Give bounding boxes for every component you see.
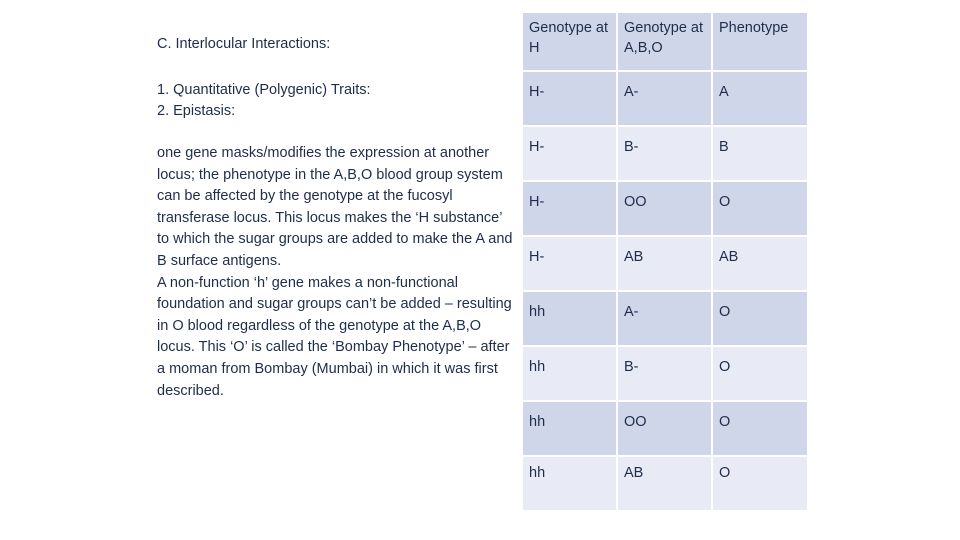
table-cell: A (713, 72, 807, 125)
table-cell: O (713, 347, 807, 400)
table-cell: H- (523, 72, 616, 125)
table-cell: O (713, 182, 807, 235)
table-cell: AB (713, 237, 807, 290)
table-row (523, 457, 807, 510)
table-row (523, 402, 807, 455)
table-cell: A- (618, 72, 711, 125)
table-cell: H- (523, 127, 616, 180)
header-cell: Genotype at H (523, 13, 616, 70)
table-cell: A- (618, 292, 711, 345)
table-cell: B- (618, 347, 711, 400)
table-row (523, 237, 807, 290)
table-row (523, 72, 807, 125)
table-row (523, 292, 807, 345)
description-paragraph: A non-function ‘h’ gene makes a non-functional foundation and sugar groups can’t be added – resulting in O blood regardless of the genotype at the A,B,O locus. This ‘O’ is called the ‘Bombay Phenotype’ – after a moman from Bombay (Mumbai) in which it was first described. (157, 274, 512, 399)
table-row (523, 182, 807, 235)
table-cell: O (713, 457, 807, 510)
table-cell: O (713, 292, 807, 345)
table-cell: hh (523, 292, 616, 345)
table-row (523, 127, 807, 180)
table-header-row (523, 13, 807, 70)
table-cell: H- (523, 237, 616, 290)
table-cell: OO (618, 402, 711, 455)
epistasis-description (157, 143, 517, 402)
table-cell: B- (618, 127, 711, 180)
header-cell: Genotype at A,B,O (618, 13, 711, 70)
table-cell: OO (618, 182, 711, 235)
table-row (523, 347, 807, 400)
section-heading: C. Interlocular Interactions: (157, 36, 331, 52)
trait-item-quantitative: 1. Quantitative (Polygenic) Traits: (157, 82, 371, 98)
table-cell: AB (618, 237, 711, 290)
table-cell: hh (523, 457, 616, 510)
header-cell: Phenotype (713, 13, 807, 70)
trait-item-epistasis: 2. Epistasis: (157, 103, 236, 119)
table-cell: AB (618, 457, 711, 510)
table-cell: B (713, 127, 807, 180)
table-cell: hh (523, 402, 616, 455)
description-paragraph: one gene masks/modifies the expression at another locus; the phenotype in the A,B,O blood group system can be affected by the genotype at the fucosyl transferase locus. This locus makes the ‘H substance’ to which the sugar groups are added to make the A and B surface antigens. (157, 145, 513, 269)
trait-list (157, 80, 371, 122)
table-cell: O (713, 402, 807, 455)
genotype-phenotype-table (521, 11, 809, 512)
table-cell: H- (523, 182, 616, 235)
table-cell: hh (523, 347, 616, 400)
